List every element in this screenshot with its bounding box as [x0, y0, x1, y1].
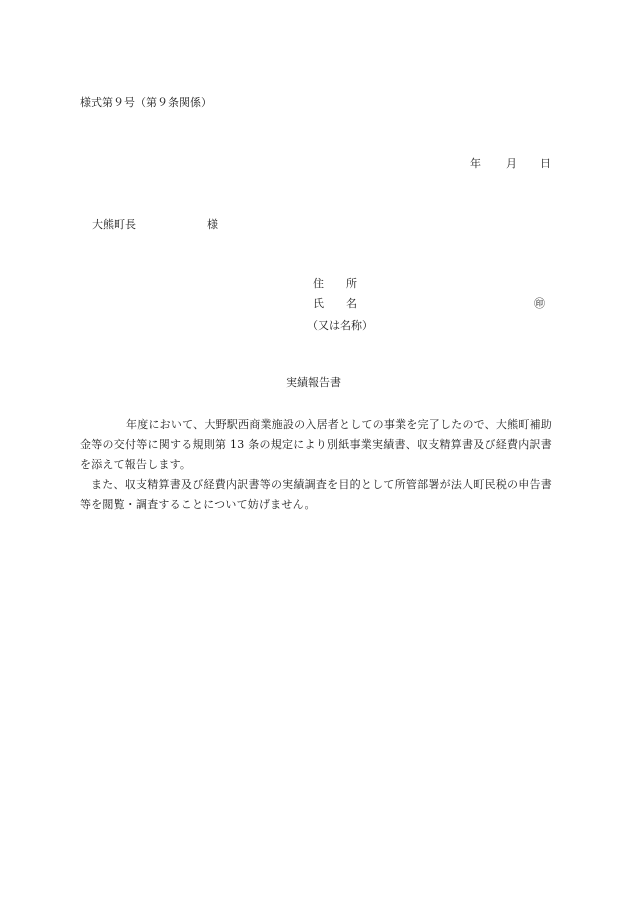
date-day-label: 日	[540, 157, 551, 170]
name-label: 氏 名	[313, 297, 357, 310]
form-number: 様式第９号（第９条関係）	[80, 96, 212, 109]
report-paragraph-1-text: 年度において、大野駅西商業施設の入居者としての事業を完了したので、大熊町補助金等の交付等に関する規則第 13 条の規定により別紙事業実績書、収支精算書及び経費内訳書を添えて報告します。	[80, 418, 552, 471]
document-title: 実績報告書	[286, 376, 341, 389]
date-month-label: 月	[506, 157, 517, 170]
addressee-honorific: 様	[207, 218, 218, 231]
date-year-label: 年	[470, 157, 481, 170]
report-paragraph-2-text: また、収支精算書及び経費内訳書等の実績調査を目的として所管部署が法人町民税の申告書等を閲覧・調査することについて妨げません。	[80, 478, 552, 511]
address-label: 住 所	[313, 277, 357, 290]
report-paragraph-1	[80, 415, 552, 475]
alt-name-label: （又は名称）	[307, 319, 373, 332]
addressee-name: 大熊町長	[92, 218, 136, 231]
report-paragraph-2	[80, 475, 552, 515]
seal-mark: ㊞	[534, 297, 545, 310]
